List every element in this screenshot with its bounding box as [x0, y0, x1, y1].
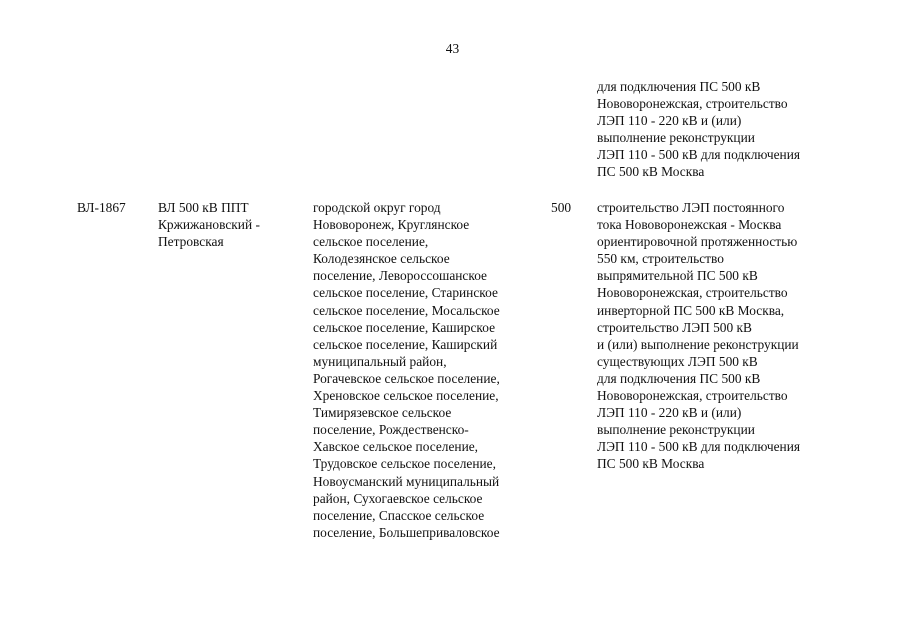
continued-purpose-cell: для подключения ПС 500 кВ Нововоронежская, строительство ЛЭП 110 - 220 кВ и (или) выполнение реконструкции ЛЭП 110 - 500 кВ для подключения ПС 500 кВ Москва [597, 79, 801, 180]
territory-cell: городской округ город Нововоронеж, Круглянское сельское поселение, Колодезянское сельское поселение, Левороссошанское сельское поселение, Старинское сельское поселение, Мосальское сельское поселение, Каширское сельское поселение, Каширский муниципальный район, Рогачевское сельское поселение, Хреновское сельское поселение, Тимирязевское сельское поселение, Рождественско- Хавское сельское поселение, Трудовское сельское поселение, Новоусманский муниципальный район, Сухогаевское сельское поселение, Спасское сельское поселение, Большеприваловское [313, 200, 500, 540]
purpose-cell: строительство ЛЭП постоянного тока Нововоронежская - Москва ориентировочной протяженностью 550 км, строительство выпрямительной ПС 500 кВ Нововоронежская, строительство инверторной ПС 500 кВ Москва, строительство ЛЭП 500 кВ и (или) выполнение реконструкции существующих ЛЭП 500 кВ для подключения ПС 500 кВ Нововоронежская, строительство ЛЭП 110 - 220 кВ и (или) выполнение реконструкции ЛЭП 110 - 500 кВ для подключения ПС 500 кВ Москва [597, 200, 801, 472]
object-code-cell: ВЛ-1867 [77, 200, 126, 215]
object-name-cell: ВЛ 500 кВ ППТ Кржижановский - Петровская [158, 200, 260, 250]
voltage-cell: 500 [551, 200, 572, 215]
page-number: 43 [445, 41, 460, 56]
